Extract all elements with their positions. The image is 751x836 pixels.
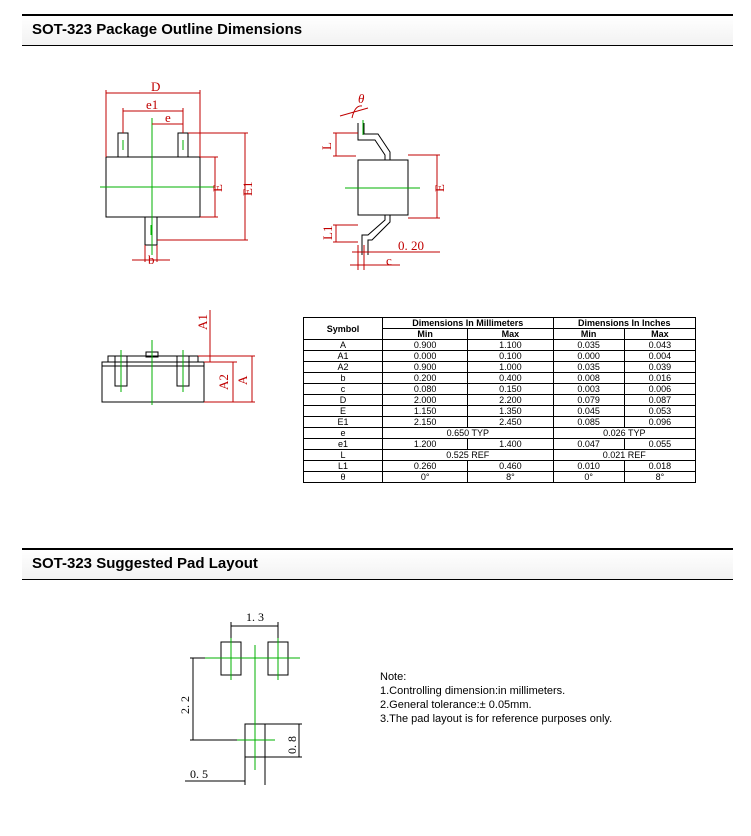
cell-mm-max: 0.460 (468, 461, 553, 472)
dim-label-gauge: 0. 20 (398, 238, 424, 253)
cell-symbol: e (304, 428, 383, 439)
cell-symbol: D (304, 395, 383, 406)
dim-label-E1: E1 (240, 181, 255, 196)
cell-in-max: 0.096 (624, 417, 695, 428)
table-row (304, 439, 696, 450)
dim-label-e1: e1 (146, 97, 159, 112)
cell-mm-max: 8° (468, 472, 553, 483)
note-line-1: 1.Controlling dimension:in millimeters. (380, 685, 566, 697)
cell-mm-min: 0.080 (383, 384, 468, 395)
table-row (304, 362, 696, 373)
cell-in-min: 0.047 (553, 439, 624, 450)
pad-label-pitch: 1. 3 (246, 610, 264, 624)
cell-in-min: 0.000 (553, 351, 624, 362)
mm-max-header: Max (468, 329, 553, 340)
cell-in-max: 0.053 (624, 406, 695, 417)
cell-mm-typ: 0.525 REF (383, 450, 554, 461)
table-row (304, 351, 696, 362)
table-row (304, 384, 696, 395)
dim-label-L1: L1 (320, 225, 335, 240)
cell-mm-max: 1.100 (468, 340, 553, 351)
table-row (304, 472, 696, 483)
cell-mm-max: 2.200 (468, 395, 553, 406)
cell-mm-max: 1.000 (468, 362, 553, 373)
cell-in-min: 0.079 (553, 395, 624, 406)
outline-section-title: SOT-323 Package Outline Dimensions (32, 21, 303, 38)
cell-in-max: 0.006 (624, 384, 695, 395)
cell-mm-max: 0.150 (468, 384, 553, 395)
dim-label-L: L (319, 142, 334, 150)
cell-symbol: b (304, 373, 383, 384)
cell-mm-min: 2.150 (383, 417, 468, 428)
dim-label-E-side: E (432, 184, 447, 192)
cell-mm-max: 0.100 (468, 351, 553, 362)
table-row (304, 428, 696, 439)
table-row (304, 340, 696, 351)
cell-in-typ: 0.026 TYP (553, 428, 695, 439)
cell-in-max: 0.087 (624, 395, 695, 406)
pad-label-pad-height: 0. 8 (285, 736, 299, 754)
cell-in-typ: 0.021 REF (553, 450, 695, 461)
cell-in-min: 0.035 (553, 362, 624, 373)
cell-symbol: L (304, 450, 383, 461)
table-row (304, 406, 696, 417)
cell-symbol: A2 (304, 362, 383, 373)
dim-label-A2: A2 (216, 374, 231, 390)
cell-in-max: 0.055 (624, 439, 695, 450)
cell-in-max: 0.018 (624, 461, 695, 472)
table-row (304, 417, 696, 428)
cell-mm-min: 1.150 (383, 406, 468, 417)
dim-label-A1: A1 (195, 314, 210, 330)
cell-in-max: 0.016 (624, 373, 695, 384)
side-view-drawing (358, 123, 408, 255)
cell-symbol: c (304, 384, 383, 395)
symbol-header: Symbol (304, 318, 383, 340)
cell-in-max: 0.039 (624, 362, 695, 373)
cell-in-min: 0.010 (553, 461, 624, 472)
cell-symbol: E (304, 406, 383, 417)
cell-in-min: 0° (553, 472, 624, 483)
cell-in-max: 0.043 (624, 340, 695, 351)
cell-mm-min: 0.200 (383, 373, 468, 384)
cell-symbol: A (304, 340, 383, 351)
dim-label-A: A (235, 375, 250, 385)
in-header: Dimensions In Inches (553, 318, 695, 329)
cell-in-min: 0.003 (553, 384, 624, 395)
mm-min-header: Min (383, 329, 468, 340)
dim-label-c: c (386, 253, 392, 268)
cell-mm-min: 2.000 (383, 395, 468, 406)
cell-in-min: 0.085 (553, 417, 624, 428)
cell-in-min: 0.035 (553, 340, 624, 351)
pad-layout-drawing (185, 622, 302, 785)
cell-mm-max: 1.400 (468, 439, 553, 450)
mm-header: Dimensions In Millimeters (383, 318, 554, 329)
dim-label-E-top: E (210, 184, 225, 192)
dim-label-b: b (148, 252, 155, 267)
dim-label-D: D (151, 79, 161, 94)
cell-mm-min: 1.200 (383, 439, 468, 450)
cell-mm-typ: 0.650 TYP (383, 428, 554, 439)
cell-mm-max: 1.350 (468, 406, 553, 417)
cell-mm-min: 0.900 (383, 340, 468, 351)
dimension-table (303, 317, 696, 483)
cell-mm-min: 0° (383, 472, 468, 483)
note-title: Note: (380, 671, 407, 683)
table-row (304, 461, 696, 472)
cell-mm-min: 0.260 (383, 461, 468, 472)
dim-label-theta: θ (358, 91, 365, 106)
cell-in-max: 0.004 (624, 351, 695, 362)
cell-mm-min: 0.000 (383, 351, 468, 362)
cell-mm-max: 2.450 (468, 417, 553, 428)
note-line-3: 3.The pad layout is for reference purposes only. (380, 713, 613, 725)
pad-layout-note (380, 670, 612, 726)
cell-mm-max: 0.400 (468, 373, 553, 384)
in-min-header: Min (553, 329, 624, 340)
front-view-drawing (102, 352, 204, 402)
dim-label-e: e (165, 110, 171, 125)
cell-symbol: L1 (304, 461, 383, 472)
cell-symbol: e1 (304, 439, 383, 450)
cell-symbol: A1 (304, 351, 383, 362)
note-line-2: 2.General tolerance:± 0.05mm. (380, 699, 532, 711)
cell-symbol: θ (304, 472, 383, 483)
cell-symbol: E1 (304, 417, 383, 428)
table-row (304, 373, 696, 384)
pad-label-height: 2. 2 (178, 696, 192, 714)
cell-mm-min: 0.900 (383, 362, 468, 373)
table-row (304, 450, 696, 461)
cell-in-min: 0.008 (553, 373, 624, 384)
pad-label-pad-width: 0. 5 (190, 767, 208, 781)
in-max-header: Max (624, 329, 695, 340)
cell-in-max: 8° (624, 472, 695, 483)
top-view-drawing (106, 133, 200, 245)
pad-section-title: SOT-323 Suggested Pad Layout (32, 555, 258, 572)
cell-in-min: 0.045 (553, 406, 624, 417)
table-row (304, 395, 696, 406)
